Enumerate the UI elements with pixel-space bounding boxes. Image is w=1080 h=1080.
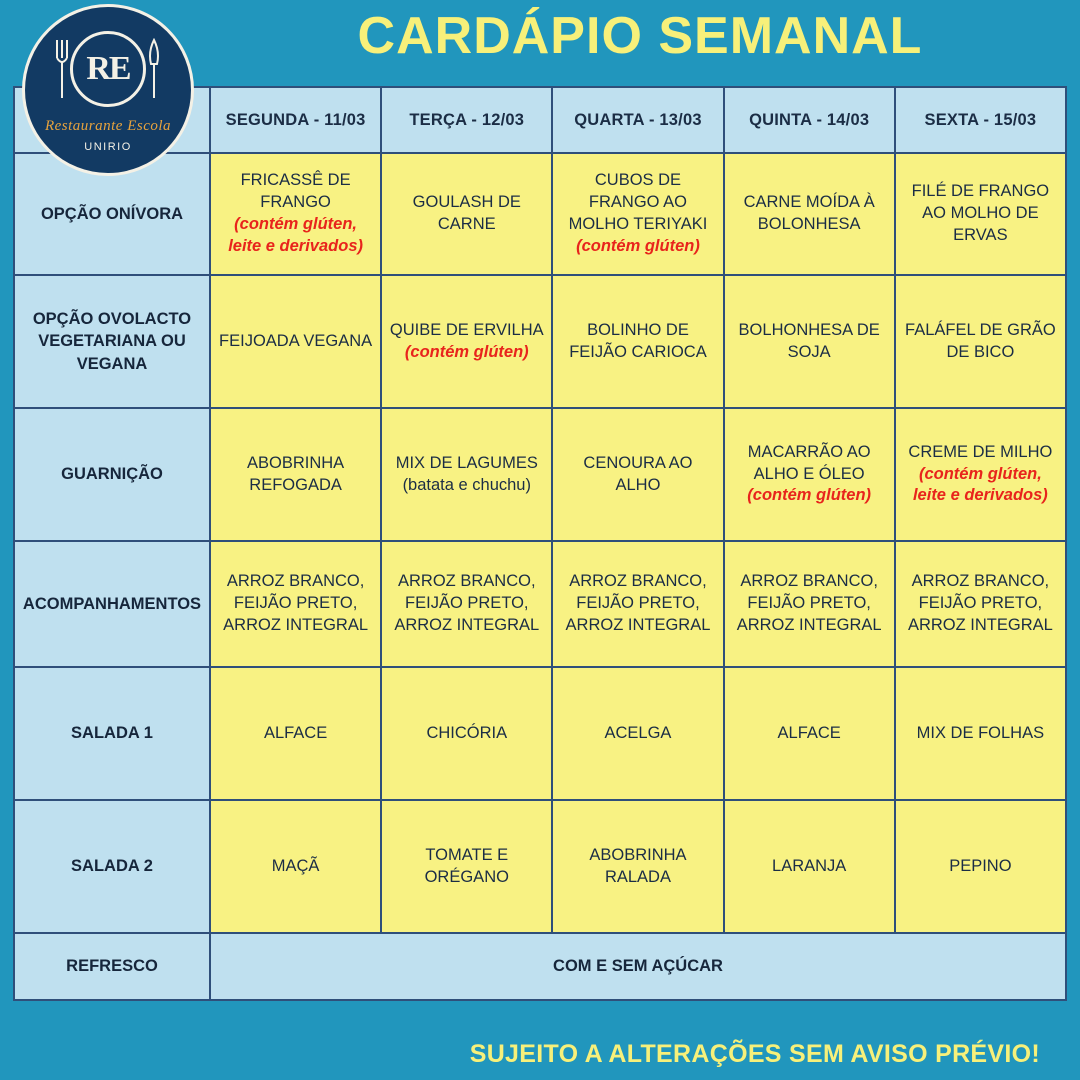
table-row [14, 541, 1066, 667]
table-row [14, 800, 1066, 933]
row-label-guarnicao: GUARNIÇÃO [14, 408, 210, 541]
cell-salada1-tuesday: CHICÓRIA [381, 667, 552, 800]
menu-table-wrapper [13, 86, 1067, 1001]
cell-veg-friday [895, 275, 1066, 408]
column-header-monday: SEGUNDA - 11/03 [210, 87, 381, 153]
cell-veg-monday [210, 275, 381, 408]
cell-warning-text: (contém glúten, leite e derivados) [228, 215, 363, 255]
cell-main-text: CUBOS DE FRANGO AO MOLHO TERIYAKI [568, 171, 708, 233]
cell-onivora-monday [210, 153, 381, 275]
cell-guarnicao-friday [895, 408, 1066, 541]
footer [0, 1028, 1080, 1080]
knife-icon [147, 38, 161, 100]
column-header-wednesday: QUARTA - 13/03 [552, 87, 723, 153]
cell-guarnicao-wednesday [552, 408, 723, 541]
row-label-acompanhamentos: ACOMPANHAMENTOS [14, 541, 210, 667]
cell-salada2-thursday: LARANJA [724, 800, 895, 933]
cell-refresco-value: COM E SEM AÇÚCAR [210, 933, 1066, 1000]
cell-salada1-friday: MIX DE FOLHAS [895, 667, 1066, 800]
logo-institution: UNIRIO [84, 141, 132, 153]
cell-main-text: FILÉ DE FRANGO AO MOLHO DE ERVAS [911, 182, 1050, 244]
cell-salada2-tuesday: TOMATE E ORÉGANO [381, 800, 552, 933]
cell-salada2-friday: PEPINO [895, 800, 1066, 933]
page-title: CARDÁPIO SEMANAL [357, 7, 923, 65]
cell-main-text: CARNE MOÍDA À BOLONHESA [743, 193, 875, 233]
column-header-thursday: QUINTA - 14/03 [724, 87, 895, 153]
cell-acomp-friday: ARROZ BRANCO, FEIJÃO PRETO, ARROZ INTEGRAL [895, 541, 1066, 667]
cell-main-text: FRICASSÊ DE FRANGO [240, 171, 351, 212]
cell-salada2-monday: MAÇÃ [210, 800, 381, 933]
cell-onivora-tuesday [381, 153, 552, 275]
table-row [14, 275, 1066, 408]
cell-veg-tuesday [381, 275, 552, 408]
cell-main-text: FALÁFEL DE GRÃO DE BICO [905, 320, 1056, 361]
cell-main-text: MIX DE LAGUMES [395, 453, 538, 472]
cell-acomp-monday: ARROZ BRANCO, FEIJÃO PRETO, ARROZ INTEGRAL [210, 541, 381, 667]
cell-guarnicao-monday [210, 408, 381, 541]
column-header-tuesday: TERÇA - 12/03 [381, 87, 552, 153]
logo-emblem [53, 27, 163, 111]
cell-warning-text: (contém glúten, leite e derivados) [912, 464, 1048, 505]
cell-salada2-wednesday: ABOBRINHA RALADA [552, 800, 723, 933]
cell-main-text: BOLHONHESA DE SOJA [738, 320, 880, 361]
logo [22, 4, 194, 176]
cell-guarnicao-thursday [724, 408, 895, 541]
cell-warning-text: (contém glúten) [576, 236, 700, 255]
cell-main-text: MACARRÃO AO ALHO E ÓLEO [747, 442, 871, 483]
cell-onivora-friday [895, 153, 1066, 275]
cell-main-text: QUIBE DE ERVILHA [389, 320, 544, 339]
cell-sub-text: (batata e chuchu) [402, 475, 531, 494]
footer-note: SUJEITO A ALTERAÇÕES SEM AVISO PRÉVIO! [469, 1039, 1040, 1068]
column-header-friday: SEXTA - 15/03 [895, 87, 1066, 153]
cell-salada1-thursday: ALFACE [724, 667, 895, 800]
logo-name: Restaurante Escola [44, 118, 172, 134]
row-label-vegetariana: OPÇÃO OVOLACTO VEGETARIANA OU VEGANA [14, 275, 210, 408]
table-row [14, 933, 1066, 1000]
cell-onivora-wednesday [552, 153, 723, 275]
cell-main-text: BOLINHO DE FEIJÃO CARIOCA [569, 320, 707, 361]
cell-main-text: GOULASH DE CARNE [412, 193, 521, 233]
cell-acomp-tuesday: ARROZ BRANCO, FEIJÃO PRETO, ARROZ INTEGRAL [381, 541, 552, 667]
row-label-salada-2: SALADA 2 [14, 800, 210, 933]
table-row [14, 408, 1066, 541]
logo-monogram: RE [86, 50, 130, 87]
cell-veg-wednesday [552, 275, 723, 408]
cell-warning-text: (contém glúten) [404, 342, 529, 361]
cell-warning-text: (contém glúten) [747, 486, 872, 505]
cell-main-text: CREME DE MILHO [908, 442, 1053, 461]
row-label-salada-1: SALADA 1 [14, 667, 210, 800]
cell-salada1-wednesday: ACELGA [552, 667, 723, 800]
cell-salada1-monday: ALFACE [210, 667, 381, 800]
cell-acomp-thursday: ARROZ BRANCO, FEIJÃO PRETO, ARROZ INTEGRAL [724, 541, 895, 667]
cell-acomp-wednesday: ARROZ BRANCO, FEIJÃO PRETO, ARROZ INTEGRAL [552, 541, 723, 667]
table-row [14, 667, 1066, 800]
cell-main-text: ABOBRINHA REFOGADA [247, 453, 345, 494]
row-label-onivora: OPÇÃO ONÍVORA [14, 153, 210, 275]
cell-guarnicao-tuesday [381, 408, 552, 541]
fork-icon [55, 38, 69, 100]
row-label-refresco: REFRESCO [14, 933, 210, 1000]
table-row [14, 153, 1066, 275]
cell-main-text: FEIJOADA VEGANA [219, 331, 373, 350]
cell-main-text: CENOURA AO ALHO [583, 453, 693, 494]
cell-veg-thursday [724, 275, 895, 408]
cell-onivora-thursday [724, 153, 895, 275]
menu-table [13, 86, 1067, 1001]
